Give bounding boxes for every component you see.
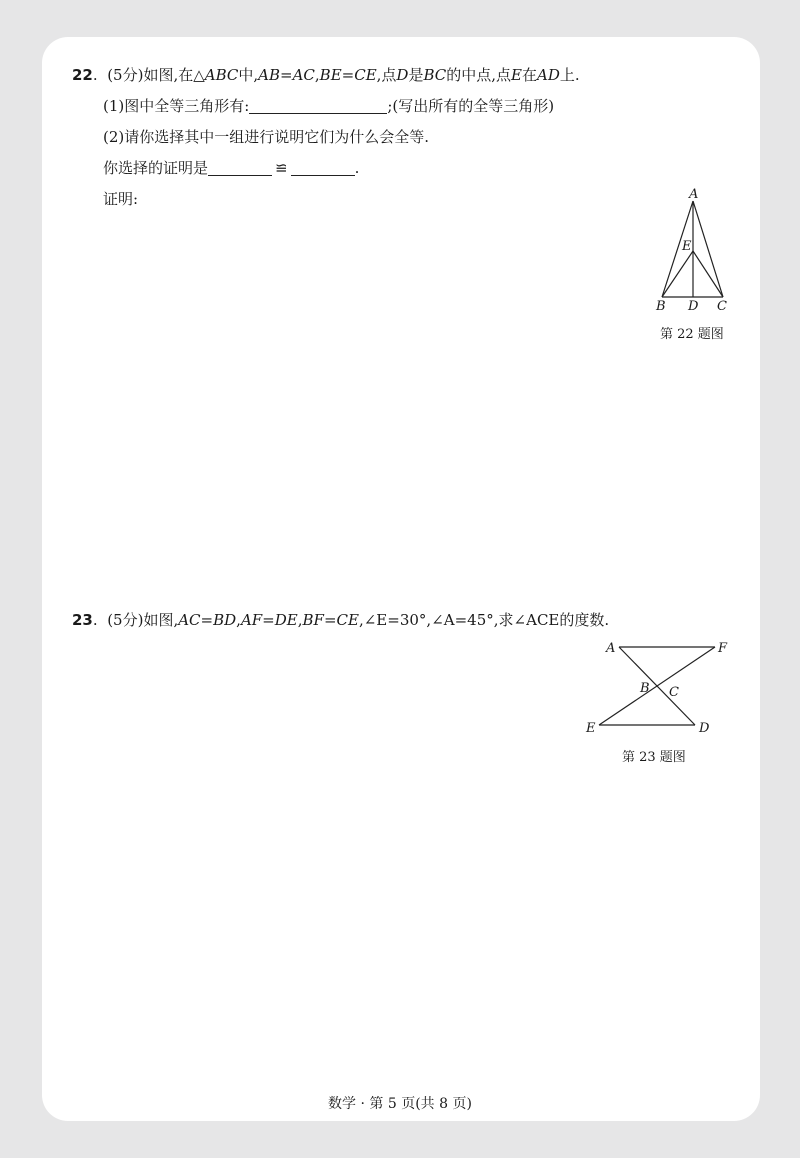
q22-part1: (1)图中全等三角形有: ;(写出所有的全等三角形): [103, 97, 555, 115]
q22-choice-blank-left[interactable]: [208, 161, 272, 176]
q23-figure: [580, 636, 730, 741]
label-e: E: [682, 239, 692, 254]
q22-proof-label: 证明:: [103, 190, 139, 208]
q22-part2: (2)请你选择其中一组进行说明它们为什么会全等.: [103, 128, 430, 146]
label-e: E: [586, 721, 596, 736]
q23-score: (5分): [107, 611, 144, 629]
page-footer: 数学 · 第 5 页(共 8 页): [328, 1096, 472, 1112]
label-f: F: [718, 641, 728, 656]
segment-eb: [662, 251, 693, 297]
segment-ec: [693, 251, 723, 297]
segment-fe: [599, 647, 715, 725]
q23-stem: 23. (5分)如图,AC=BD,AF=DE,BF=CE,∠E=30°,∠A=45°,求∠ACE的度数.: [72, 611, 610, 629]
label-c: C: [669, 685, 679, 700]
q22-choice-blank-right[interactable]: [291, 161, 355, 176]
q22-answer-blank-1[interactable]: [249, 99, 387, 114]
q22-figure-caption: 第 22 题图: [660, 327, 724, 342]
label-a: A: [606, 641, 616, 656]
label-d: D: [688, 299, 699, 314]
label-a: A: [689, 187, 699, 202]
q22-figure: [650, 186, 735, 316]
label-d: D: [699, 721, 710, 736]
q22-number: 22: [72, 66, 93, 84]
label-c: C: [717, 299, 727, 314]
congruent-symbol: ≌: [275, 159, 288, 177]
q23-number: 23: [72, 611, 93, 629]
label-b: B: [656, 299, 666, 314]
q23-figure-caption: 第 23 题图: [622, 750, 686, 765]
label-b: B: [640, 681, 650, 696]
q22-choice: 你选择的证明是 ≌ .: [103, 159, 360, 177]
segment-ac: [693, 201, 723, 297]
q22-score: (5分): [107, 66, 144, 84]
q22-stem: 22. (5分)如图,在△ABC中,AB=AC,BE=CE,点D是BC的中点,点E在AD上.: [72, 66, 580, 84]
